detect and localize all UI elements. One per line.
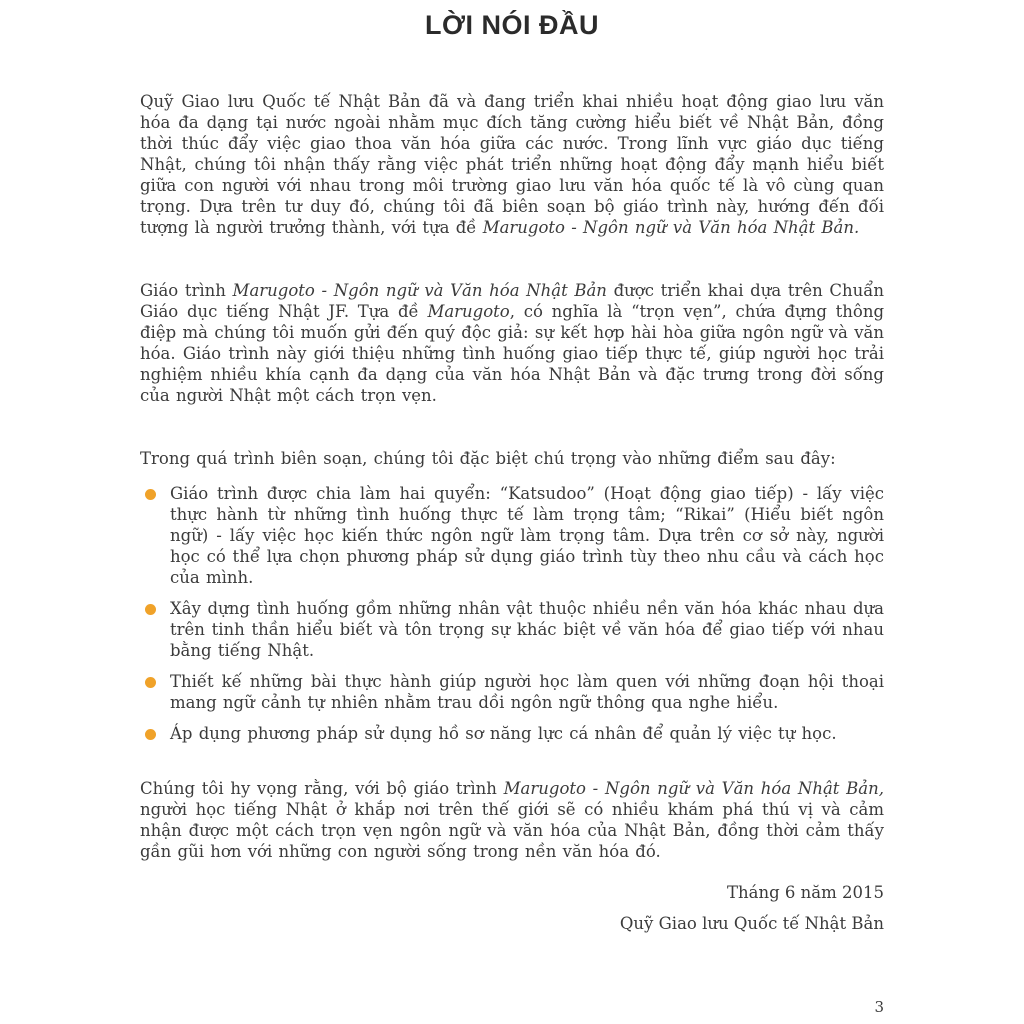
list-item [140, 598, 884, 661]
paragraph-2: Giáo trình Marugoto - Ngôn ngữ và Văn hóa Nhật Bản được triển khai dựa trên Chuẩn Giáo dục tiếng Nhật JF. Tựa đề Marugoto, có nghĩa là “trọn vẹn”, chứa đựng thông điệp mà chúng tôi muốn gửi đến quý độc giả: sự kết hợp hài hòa giữa ngôn ngữ và văn hóa. Giáo trình này giới thiệu những tình huống giao tiếp thực tế, giúp người học trải nghiệm nhiều khía cạnh đa dạng của văn hóa Nhật Bản và đặc trưng trong đời sống của người Nhật một cách trọn vẹn. [140, 281, 885, 405]
bullet-icon [145, 729, 156, 740]
paragraph-1: Quỹ Giao lưu Quốc tế Nhật Bản đã và đang triển khai nhiều hoạt động giao lưu văn hóa đa dạng tại nước ngoài nhằm mục đích tăng cường hiểu biết về Nhật Bản, đồng thời thúc đẩy việc giao thoa văn hóa giữa các nước. Trong lĩnh vực giáo dục tiếng Nhật, chúng tôi nhận thấy rằng việc phát triển những hoạt động đẩy mạnh hiểu biết giữa con người với nhau trong môi trường giao lưu văn hóa quốc tế là vô cùng quan trọng. Dựa trên tư duy đó, chúng tôi đã biên soạn bộ giáo trình này, hướng đến đối tượng là người trưởng thành, với tựa đề Marugoto - Ngôn ngữ và Văn hóa Nhật Bản. [140, 92, 884, 237]
page-number: 3 [874, 998, 884, 1016]
list-item [140, 483, 884, 588]
paragraph-intro: Trong quá trình biên soạn, chúng tôi đặc biệt chú trọng vào những điểm sau đây: [140, 449, 836, 468]
bullet-text: Giáo trình được chia làm hai quyển: “Katsudoo” (Hoạt động giao tiếp) - lấy việc thực hành từ những tình huống thực tế làm trọng tâm; “Rikai” (Hiểu biết ngôn ngữ) - lấy việc học kiến thức ngôn ngữ làm trọng tâm. Dựa trên cơ sở này, người học có thể lựa chọn phương pháp sử dụng giáo trình tùy theo nhu cầu và cách học của mình. [170, 484, 884, 587]
bullet-text: Xây dựng tình huống gồm những nhân vật thuộc nhiều nền văn hóa khác nhau dựa trên tinh thần hiểu biết và tôn trọng sự khác biệt về văn hóa để giao tiếp với nhau bằng tiếng Nhật. [170, 599, 884, 660]
list-item [140, 671, 884, 713]
page-title: LỜI NÓI ĐẦU [424, 10, 600, 40]
bullet-icon [145, 489, 156, 500]
signature-text: Quỹ Giao lưu Quốc tế Nhật Bản [619, 914, 884, 933]
list-item [140, 723, 884, 744]
bullet-text: Thiết kế những bài thực hành giúp người học làm quen với những đoạn hội thoại mang ngữ cảnh tự nhiên nhằm trau dồi ngôn ngữ thông qua nghe hiểu. [170, 672, 884, 712]
paragraph-closing: Chúng tôi hy vọng rằng, với bộ giáo trình Marugoto - Ngôn ngữ và Văn hóa Nhật Bản, người học tiếng Nhật ở khắp nơi trên thế giới sẽ có nhiều khám phá thú vị và cảm nhận được một cách trọn vẹn ngôn ngữ và văn hóa của Nhật Bản, đồng thời cảm thấy gần gũi hơn với những con người sống trong nền văn hóa đó. [140, 779, 884, 861]
date-text: Tháng 6 năm 2015 [727, 883, 884, 902]
bullet-list [140, 483, 884, 744]
bullet-icon [145, 677, 156, 688]
bullet-text: Áp dụng phương pháp sử dụng hồ sơ năng lực cá nhân để quản lý việc tự học. [170, 724, 837, 743]
bullet-icon [145, 604, 156, 615]
